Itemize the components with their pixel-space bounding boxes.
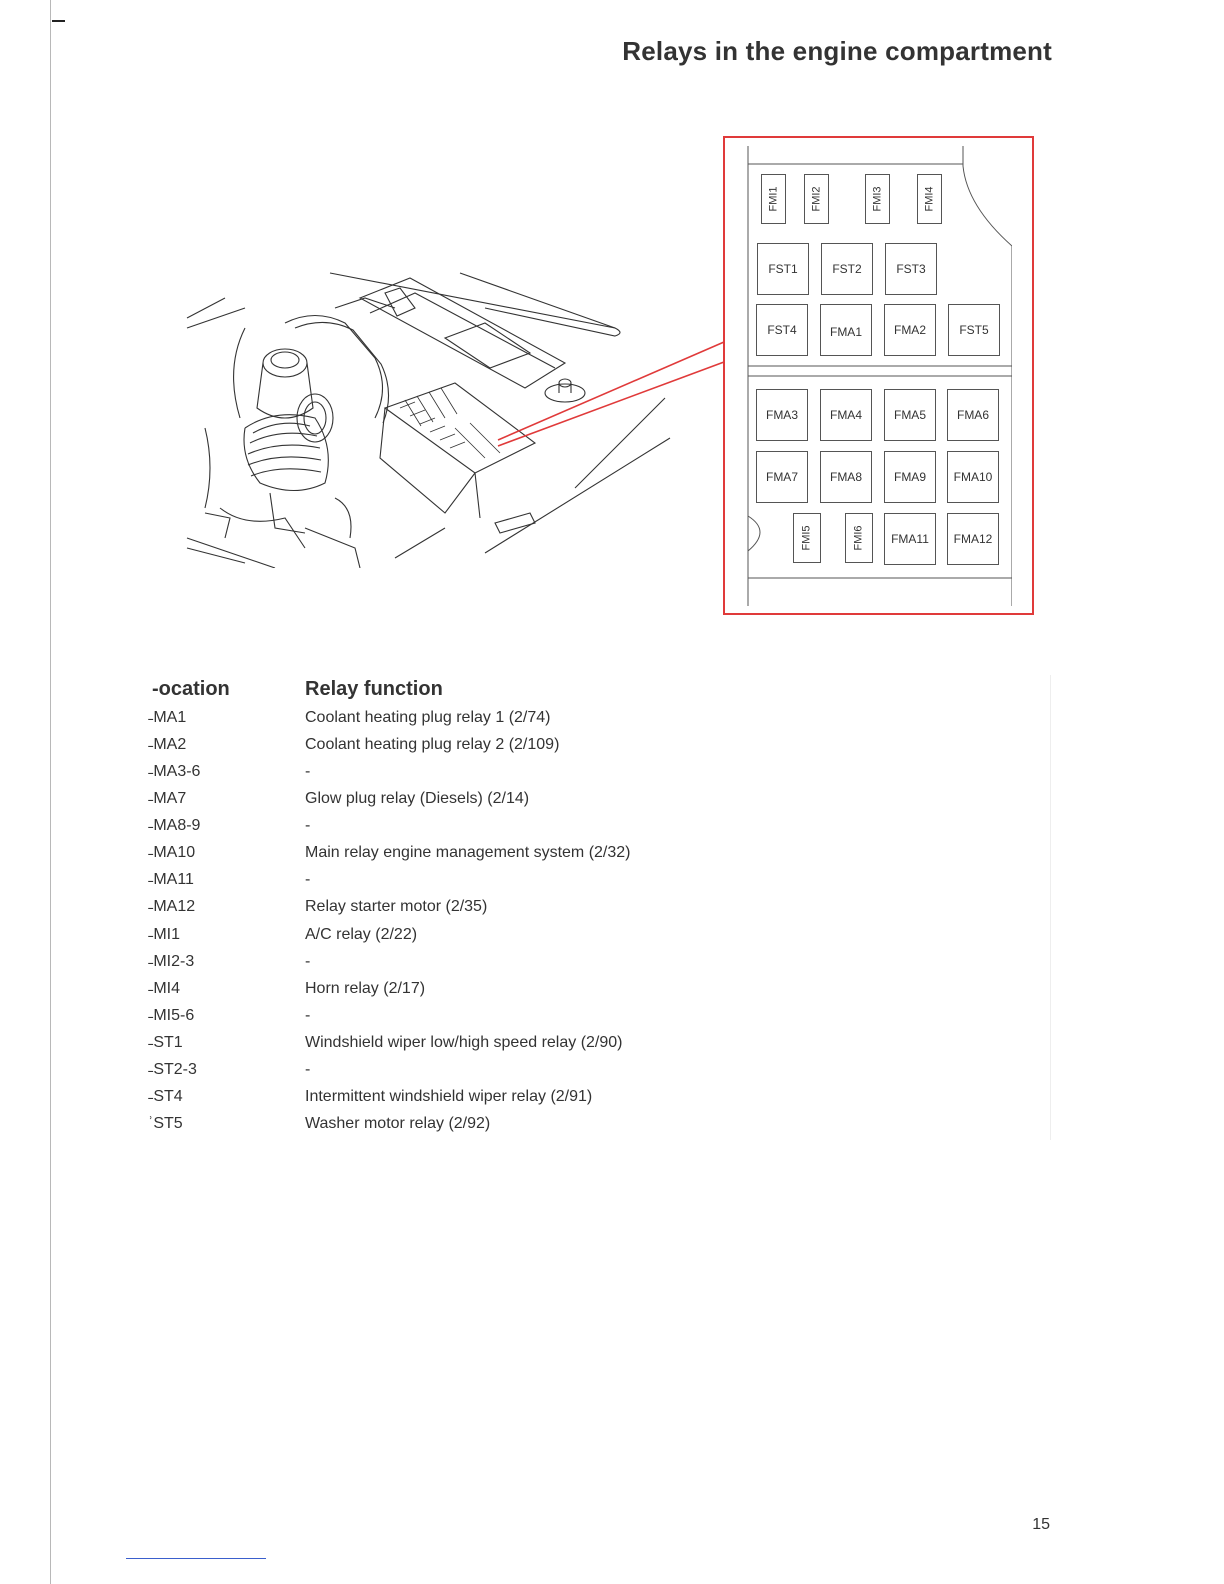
table-row (148, 790, 1048, 817)
relay-fst1: FST1 (757, 243, 809, 295)
location-column-header: -ocation (152, 678, 230, 700)
location-cell: ˗MA2 (148, 736, 187, 753)
relay-fma3: FMA3 (756, 389, 808, 441)
relay-fma6: FMA6 (947, 389, 999, 441)
column-divider (1050, 675, 1051, 1140)
relay-fma8: FMA8 (820, 451, 872, 503)
location-cell: ˗MA12 (148, 898, 196, 915)
table-row (148, 898, 1048, 925)
function-cell: Horn relay (2/17) (305, 980, 426, 997)
table-row (148, 926, 1048, 953)
function-cell: Coolant heating plug relay 1 (2/74) (305, 709, 551, 726)
function-cell: - (305, 763, 311, 780)
function-column-header: Relay function (305, 678, 443, 700)
function-cell: A/C relay (2/22) (305, 926, 418, 943)
location-cell: ˗MI4 (148, 980, 180, 997)
page-title: Relays in the engine compartment (622, 36, 1052, 66)
function-cell: - (305, 1061, 311, 1078)
function-cell: Main relay engine management system (2/32) (305, 844, 631, 861)
location-cell: ˗ST1 (148, 1034, 183, 1051)
table-row (148, 1007, 1048, 1034)
relay-fma7: FMA7 (756, 451, 808, 503)
table-row (148, 980, 1048, 1007)
relay-fmi6: FMI6 (845, 513, 873, 563)
footer-link-underline (126, 1558, 266, 1559)
function-cell: - (305, 1007, 311, 1024)
table-row (148, 953, 1048, 980)
relay-fst3: FST3 (885, 243, 937, 295)
relay-fmi2: FMI2 (804, 174, 829, 224)
table-row (148, 763, 1048, 790)
relay-fma12: FMA12 (947, 513, 999, 565)
page-margin-line (50, 0, 51, 1584)
corner-mark (52, 20, 65, 22)
relay-fma2: FMA2 (884, 304, 936, 356)
relay-fmi5: FMI5 (793, 513, 821, 563)
table-row (148, 1088, 1048, 1115)
function-cell: Glow plug relay (Diesels) (2/14) (305, 790, 530, 807)
relay-fma11: FMA11 (884, 513, 936, 565)
engine-compartment-illustration (185, 268, 730, 568)
function-cell: - (305, 817, 311, 834)
location-cell: ˗MI2-3 (148, 953, 195, 970)
relay-fma1: FMA1 (820, 304, 872, 356)
function-cell: - (305, 871, 311, 888)
relay-fma4: FMA4 (820, 389, 872, 441)
location-cell: ˗MA10 (148, 844, 196, 861)
function-cell: Relay starter motor (2/35) (305, 898, 488, 915)
function-cell: - (305, 953, 311, 970)
location-cell: ˗MA11 (148, 871, 194, 888)
location-cell: ˗MA8-9 (148, 817, 201, 834)
location-cell: ˗ST2-3 (148, 1061, 197, 1078)
relay-fma5: FMA5 (884, 389, 936, 441)
function-cell: Windshield wiper low/high speed relay (2/90) (305, 1034, 623, 1051)
table-row (148, 817, 1048, 844)
location-cell: ˗MI1 (148, 926, 180, 943)
location-cell: ˗MA7 (148, 790, 187, 807)
location-cell: ˗MA1 (148, 709, 187, 726)
table-row (148, 871, 1048, 898)
location-cell: ˗ST4 (148, 1088, 183, 1105)
relay-fst5: FST5 (948, 304, 1000, 356)
relay-fmi1: FMI1 (761, 174, 786, 224)
location-cell: ˗MA3-6 (148, 763, 201, 780)
relay-fmi3: FMI3 (865, 174, 890, 224)
relay-fst4: FST4 (756, 304, 808, 356)
relay-fma9: FMA9 (884, 451, 936, 503)
table-row (148, 1115, 1048, 1142)
relay-fst2: FST2 (821, 243, 873, 295)
location-cell: ˗MI5-6 (148, 1007, 195, 1024)
table-row (148, 1061, 1048, 1088)
function-cell: Coolant heating plug relay 2 (2/109) (305, 736, 560, 753)
table-row (148, 1034, 1048, 1061)
table-row (148, 844, 1048, 871)
relay-fma10: FMA10 (947, 451, 999, 503)
function-cell: Washer motor relay (2/92) (305, 1115, 491, 1132)
function-cell: Intermittent windshield wiper relay (2/91) (305, 1088, 593, 1105)
location-cell: ʾST5 (148, 1115, 183, 1132)
table-row (148, 709, 1048, 736)
page-number: 15 (1032, 1516, 1050, 1533)
table-row (148, 736, 1048, 763)
relay-fmi4: FMI4 (917, 174, 942, 224)
